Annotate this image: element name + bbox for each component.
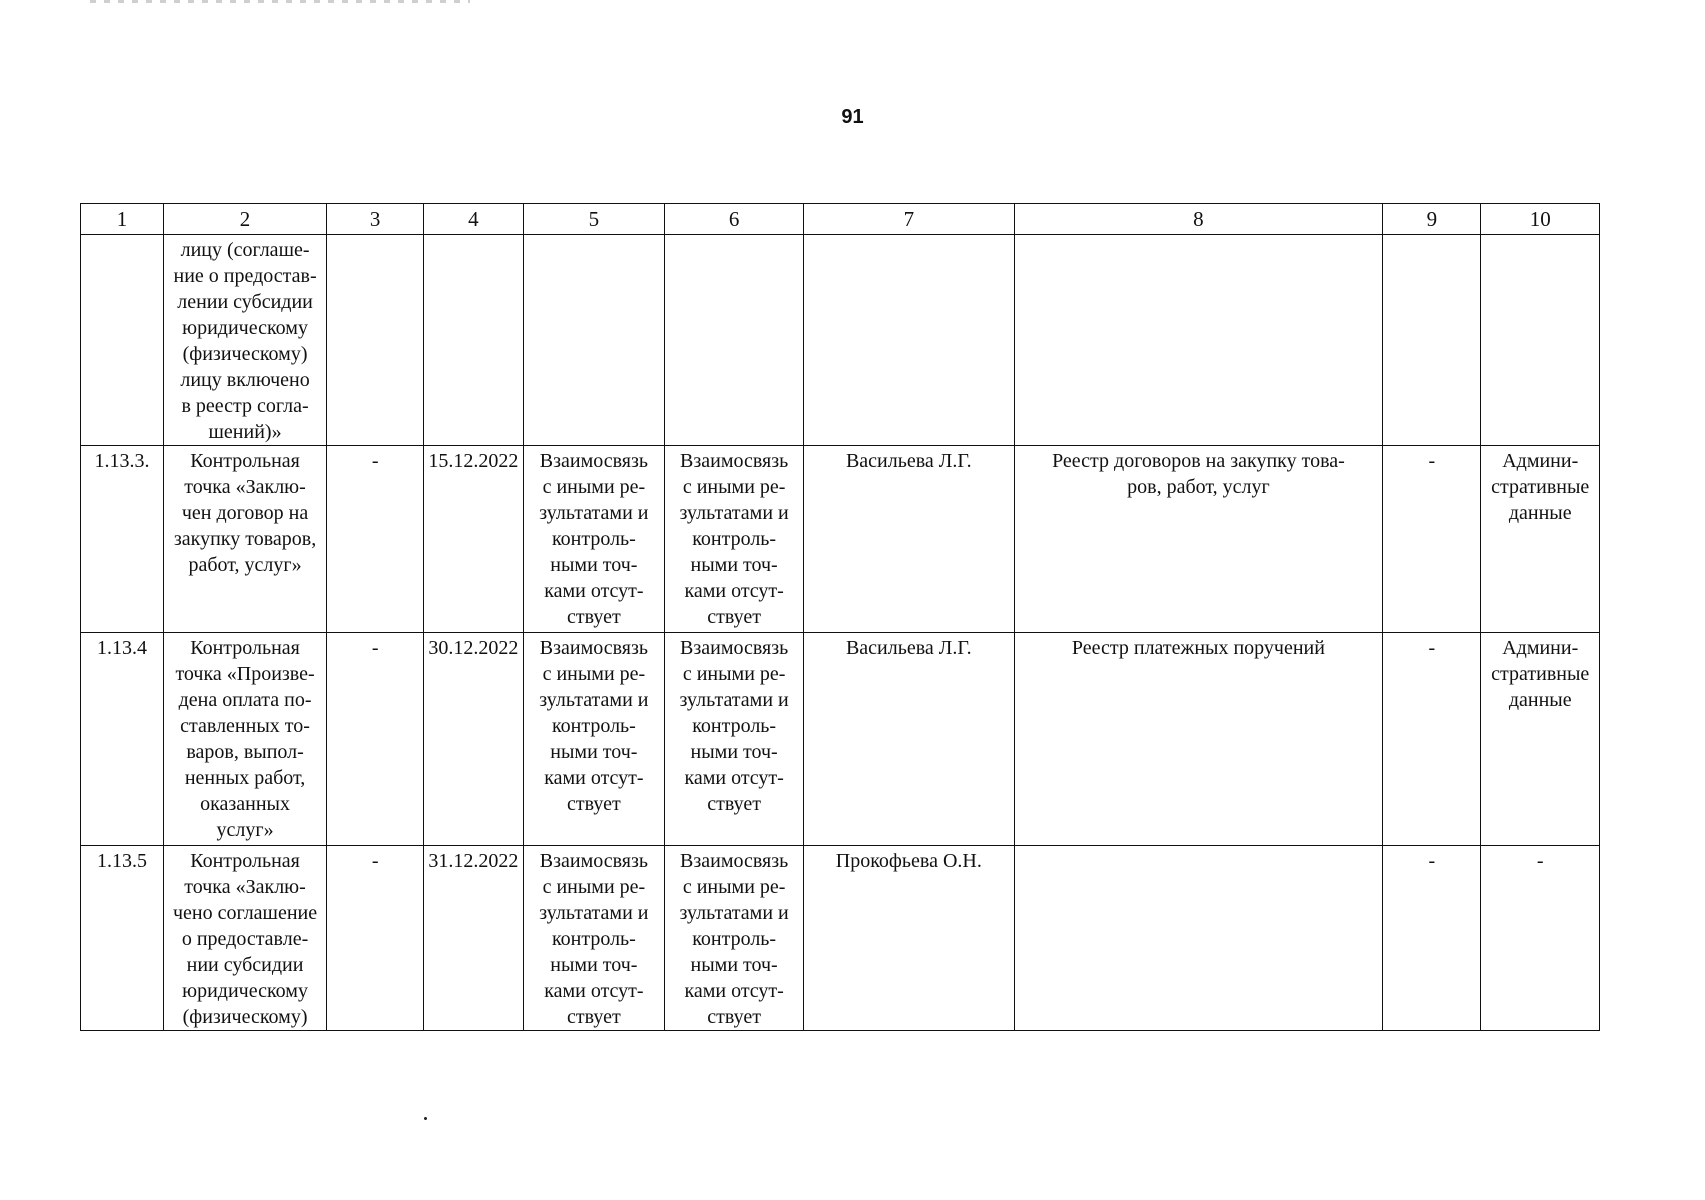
scan-artifact [90, 0, 470, 3]
table-cell: Контрольная точка «Произве- дена оплата по- ставленных то- варов, выпол- ненных работ, оказанных услуг» [164, 633, 327, 846]
table-row [81, 235, 1600, 446]
column-header: 2 [164, 204, 327, 235]
table-cell [81, 235, 164, 446]
table-row [81, 446, 1600, 633]
table-row [81, 633, 1600, 846]
table-row [81, 846, 1600, 1031]
table-cell: 15.12.2022 [424, 446, 523, 633]
table-cell: - [327, 633, 424, 846]
column-header: 8 [1014, 204, 1383, 235]
column-header: 10 [1481, 204, 1600, 235]
table-cell [523, 235, 665, 446]
column-header: 4 [424, 204, 523, 235]
table-cell: Взаимосвязь с иными ре- зультатами и контроль- ными точ- ками отсут- ствует [523, 633, 665, 846]
table-cell: 1.13.4 [81, 633, 164, 846]
table-cell: Контрольная точка «Заклю- чен договор на закупку товаров, работ, услуг» [164, 446, 327, 633]
table-cell: 1.13.5 [81, 846, 164, 1031]
column-header: 5 [523, 204, 665, 235]
table-cell [665, 235, 804, 446]
table-cell: Васильева Л.Г. [804, 446, 1015, 633]
table-cell: 30.12.2022 [424, 633, 523, 846]
table-cell [424, 235, 523, 446]
table-cell: - [1481, 846, 1600, 1031]
column-header: 7 [804, 204, 1015, 235]
table-cell: - [327, 846, 424, 1031]
table-cell: Взаимосвязь с иными ре- зультатами и контроль- ными точ- ками отсут- ствует [665, 633, 804, 846]
table-cell: 31.12.2022 [424, 846, 523, 1031]
table-cell: Взаимосвязь с иными ре- зультатами и контроль- ными точ- ками отсут- ствует [523, 446, 665, 633]
column-header: 3 [327, 204, 424, 235]
table-cell: Админи- стративные данные [1481, 446, 1600, 633]
table-cell: Контрольная точка «Заклю- чено соглашение о предоставле- нии субсидии юридическому (физическому) [164, 846, 327, 1031]
table-cell: лицу (соглаше- ние о предостав- лении субсидии юридическому (физическому) лицу включено в реестр согла- шений)» [164, 235, 327, 446]
scan-dot [424, 1117, 427, 1120]
table-cell [1014, 846, 1383, 1031]
table-cell: Взаимосвязь с иными ре- зультатами и контроль- ными точ- ками отсут- ствует [665, 446, 804, 633]
table-cell: Реестр платежных поручений [1014, 633, 1383, 846]
column-header: 6 [665, 204, 804, 235]
table-cell: Васильева Л.Г. [804, 633, 1015, 846]
table-cell: - [1383, 633, 1481, 846]
table-cell: Прокофьева О.Н. [804, 846, 1015, 1031]
control-points-table [80, 203, 1600, 1031]
table-cell [1481, 235, 1600, 446]
column-header: 1 [81, 204, 164, 235]
page-number: 91 [841, 106, 864, 128]
table-cell: Взаимосвязь с иными ре- зультатами и контроль- ными точ- ками отсут- ствует [523, 846, 665, 1031]
table-cell: - [1383, 446, 1481, 633]
table-cell: Админи- стративные данные [1481, 633, 1600, 846]
table-cell: - [1383, 846, 1481, 1031]
column-header: 9 [1383, 204, 1481, 235]
table-cell: Реестр договоров на закупку това- ров, работ, услуг [1014, 446, 1383, 633]
table-cell: Взаимосвязь с иными ре- зультатами и контроль- ными точ- ками отсут- ствует [665, 846, 804, 1031]
table-cell [327, 235, 424, 446]
table-cell [1383, 235, 1481, 446]
table-cell: 1.13.3. [81, 446, 164, 633]
table-cell: - [327, 446, 424, 633]
table-cell [1014, 235, 1383, 446]
table-header-row [81, 204, 1600, 235]
table-cell [804, 235, 1015, 446]
